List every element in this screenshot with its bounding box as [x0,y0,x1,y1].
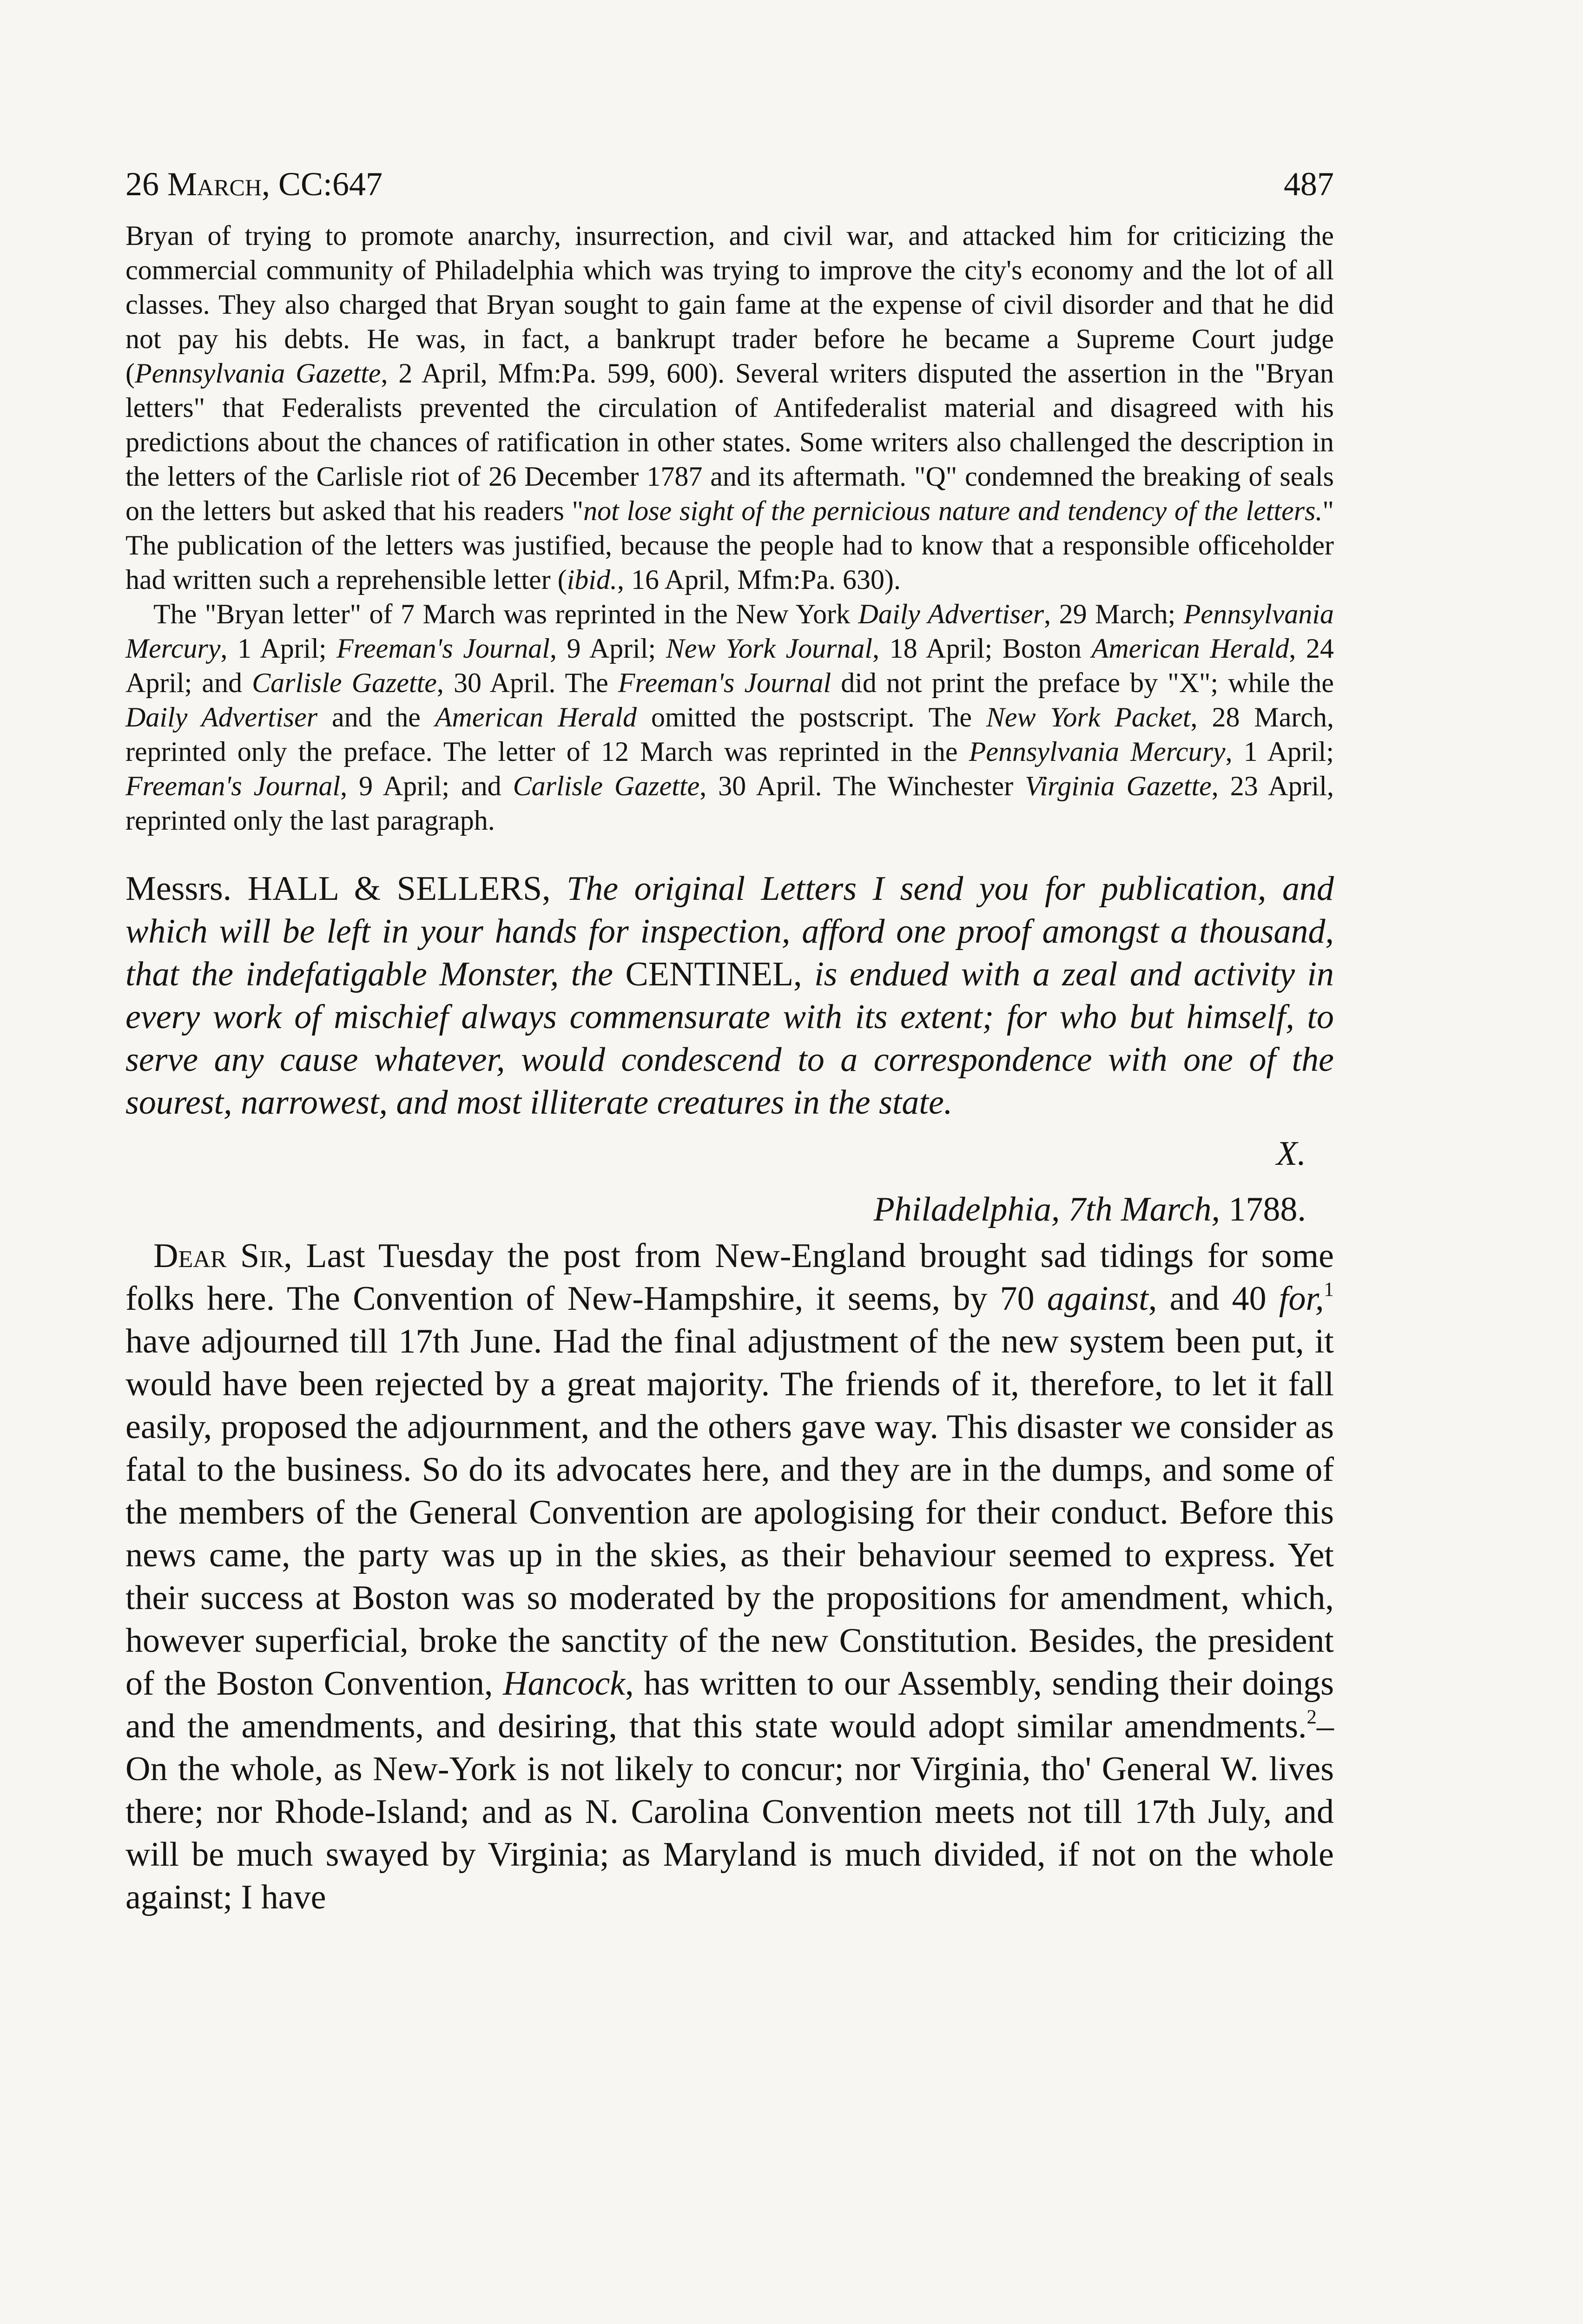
text-run: , [793,955,815,993]
text-run: " The publication of the letters was justified, because the people had to know that a responsible officeholder had written such a reprehensible letter ( [125,495,1334,595]
text-run: , 23 April, reprinted only the last paragraph. [125,771,1334,836]
italic-title: Carlisle Gazette [513,771,700,801]
letter-document [125,867,1334,1919]
italic-run: The original Letters I send you for publication, and which will be left in your hands for inspection, afford one proof amongst a thousand, that the indefatigable Monster, the [125,870,1334,993]
italic-quote: not lose sight of the pernicious nature and tendency of the letters. [583,495,1323,526]
text-run: , 1 April; [220,633,337,664]
italic-title: New York Packet [986,702,1191,733]
note-paragraph-1 [125,218,1334,597]
text-run: , and 40 [1148,1280,1279,1318]
text-run: omitted the postscript. The [637,702,986,733]
editorial-notes [125,218,1334,838]
italic-title: Pennsylvania Mercury [969,736,1226,767]
text-run: , 28 March, reprinted only the preface. The letter of 12 March was reprinted in the [125,702,1334,767]
salutation: Dear Sir [153,1237,284,1275]
text-run: , 2 April, Mfm:Pa. 599, 600). Several writers disputed the assertion in the "Bryan letters" that Federalists prevented the circulation of Antifederalist material and disagreed with his predictions about the chances of ratification in other states. Some writers also challenged the description in the letters of the Carlisle riot of 26 December 1787 and its aftermath. "Q" condemned the breaking of seals on the letters but asked that his readers " [125,358,1334,526]
addressee: Messrs. HALL & SELLERS, [125,870,567,908]
running-head-date: 26 March [125,165,262,203]
italic-title: New York Journal [666,633,873,664]
italic-title: Daily Advertiser [858,599,1044,629]
italic-title: ibid. [567,564,617,595]
dateline [125,1188,1334,1231]
italic-title: American Herald [435,702,637,733]
dateline-place: Philadelphia, 7th March, [873,1190,1220,1228]
text-run: did not print the preface by "X"; while the [831,667,1334,698]
italic-run: against [1047,1280,1148,1318]
dateline-year: 1788. [1220,1190,1306,1228]
document-page [125,167,1334,1919]
letter-body [125,1235,1334,1919]
text-run: , 24 April; and [125,633,1334,698]
text-run: –On the whole, as New-York is not likely to concur; nor Virginia, tho' General W. lives there; nor Rhode-Island; and as N. Carolina Convention meets not till 17th July, and will be much swayed by Virginia; as Maryland is much divided, if not on the whole against; I have [125,1707,1334,1916]
text-run: The "Bryan letter" of 7 March was reprinted in the New York [153,599,858,629]
text-run: , has written to our Assembly, sending their doings and the amendments, and desiring, that this state would adopt similar amendments. [125,1664,1334,1745]
text-run: , 16 April, Mfm:Pa. 630). [617,564,901,595]
text-run: Bryan of trying to promote anarchy, insurrection, and civil war, and attacked him for criticizing the commercial community of Philadelphia which was trying to improve the city's economy and the lot of all classes. They also charged that Bryan sought to gain fame at the expense of civil disorder and that he did not pay his debts. He was, in fact, a bankrupt trader before he became a Supreme Court judge ( [125,220,1334,389]
italic-run: for, [1279,1280,1324,1318]
italic-title: Freeman's Journal [618,667,831,698]
text-run: , 29 March; [1044,599,1184,629]
text-run: , Last Tuesday the post from New-England brought sad tidings for some folks here. The Convention of New-Hampshire, it seems, by 70 [125,1237,1334,1318]
italic-title: Daily Advertiser [125,702,318,733]
italic-run: Hancock [503,1664,626,1703]
italic-title: Pennsylvania Mercury [125,599,1334,664]
italic-title: Carlisle Gazette [252,667,437,698]
text-run: , 30 April. The Winchester [699,771,1025,801]
italic-title: Virginia Gazette [1025,771,1212,801]
text-run: , 9 April; [549,633,666,664]
italic-title: Pennsylvania Gazette [134,358,381,389]
note-paragraph-2 [125,597,1334,838]
italic-run: is endued with a zeal and activity in every work of mischief always commensurate with its extent; for who but himself, to serve any cause whatever, would condescend to a correspondence with one of the sourest, narrowest, and most illiterate creatures in the state. [125,955,1334,1122]
running-head-ref: , CC:647 [261,165,383,203]
text-run: , 30 April. The [436,667,618,698]
text-run: , 18 April; Boston [872,633,1092,664]
running-head [125,167,1334,201]
running-head-title [125,167,383,201]
italic-title: American Herald [1091,633,1289,664]
letter-preface [125,867,1334,1124]
italic-title: Freeman's Journal [336,633,550,664]
preface-signature: X. [1276,1135,1306,1173]
text-run: , 1 April; [1225,736,1334,767]
text-run: , 9 April; and [340,771,513,801]
centinel-name: CENTINEL [625,955,794,993]
text-run: have adjourned till 17th June. Had the final adjustment of the new system been put, it would have been rejected by a great majority. The friends of it, therefore, to let it fall easily, proposed the adjournment, and the others gave way. This disaster we consider as fatal to the business. So do its advocates here, and they are in the dumps, and some of the members of the General Convention are apologising for their conduct. Before this news came, the party was up in the skies, as their behaviour seemed to express. Yet their success at Boston was so moderated by the propositions for amendment, which, however superficial, broke the sanctity of the new Constitution. Besides, the president of the Boston Convention, [125,1322,1334,1703]
footnote-ref-2: 2 [1306,1706,1317,1728]
italic-title: Freeman's Journal [125,771,341,801]
footnote-ref-1: 1 [1324,1278,1334,1301]
page-number: 487 [1284,165,1334,203]
text-run: and the [317,702,435,733]
